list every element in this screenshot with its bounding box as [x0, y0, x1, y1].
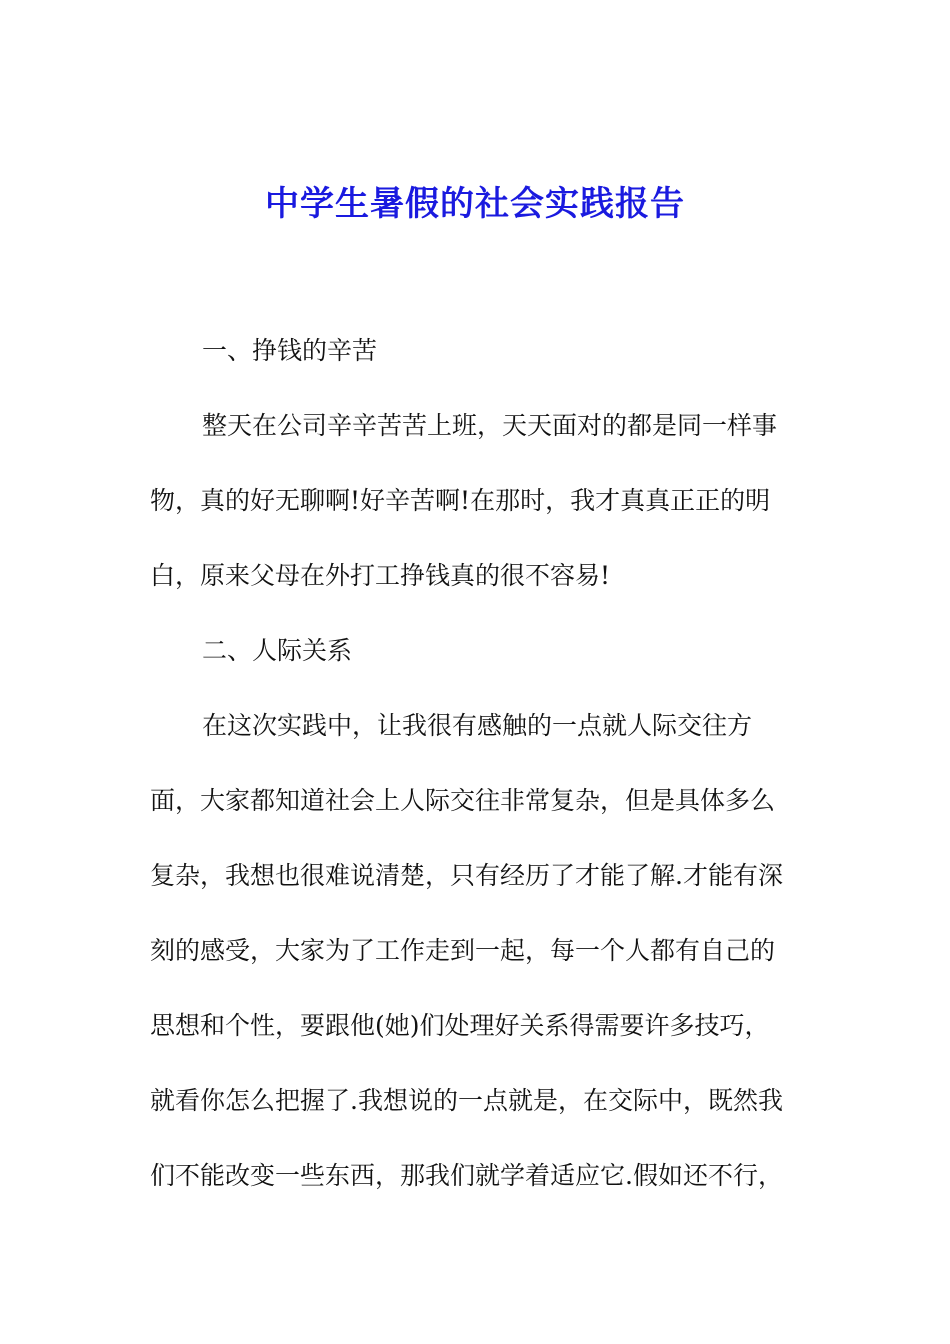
paragraph-line: 们不能改变一些东西，那我们就学着适应它.假如还不行， — [150, 1161, 783, 1190]
paragraph-line: 物，真的好无聊啊!好辛苦啊!在那时，我才真真正正的明 — [150, 486, 771, 515]
paragraph-line: 思想和个性，要跟他(她)们处理好关系得需要许多技巧， — [150, 1011, 770, 1040]
paragraph-line: 白，原来父母在外打工挣钱真的很不容易! — [150, 561, 611, 590]
paragraph-line: 复杂，我想也很难说清楚，只有经历了才能了解.才能有深 — [150, 861, 783, 890]
paragraph-line: 面，大家都知道社会上人际交往非常复杂，但是具体多么 — [150, 786, 776, 815]
paragraph-line: 整天在公司辛辛苦苦上班，天天面对的都是同一样事 — [202, 411, 778, 440]
paragraph-line: 就看你怎么把握了.我想说的一点就是，在交际中，既然我 — [150, 1086, 783, 1115]
section-heading-1: 一、挣钱的辛苦 — [202, 336, 378, 365]
paragraph-line: 在这次实践中，让我很有感触的一点就人际交往方 — [202, 711, 753, 740]
document-title: 中学生暑假的社会实践报告 — [265, 184, 685, 224]
paragraph-line: 刻的感受，大家为了工作走到一起，每一个人都有自己的 — [150, 936, 776, 965]
section-heading-2: 二、人际关系 — [202, 636, 353, 665]
document-body — [150, 325, 802, 1225]
